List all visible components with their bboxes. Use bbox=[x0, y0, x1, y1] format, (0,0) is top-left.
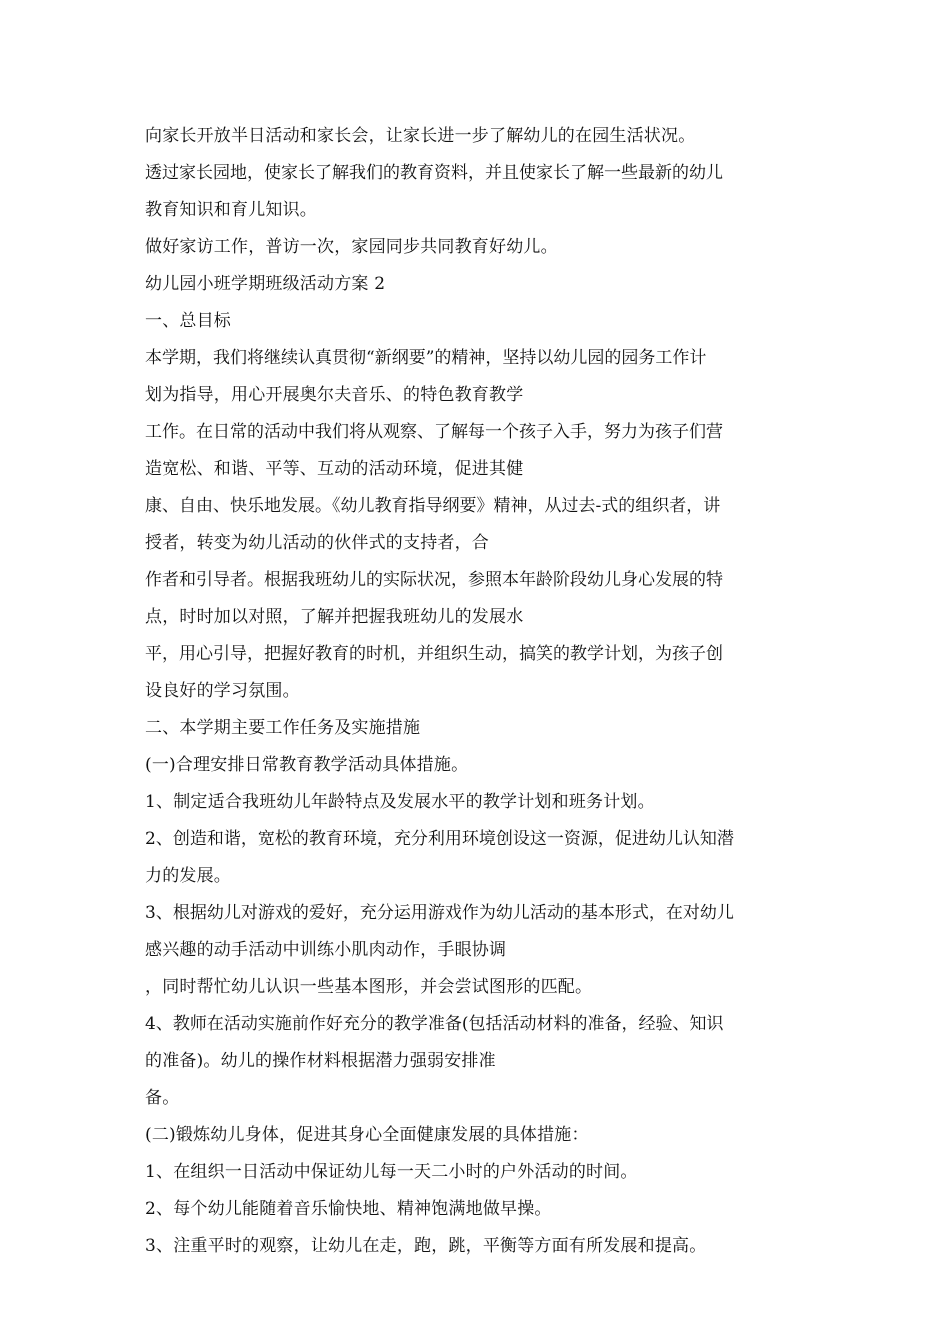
section-heading: 二、本学期主要工作任务及实施措施 bbox=[145, 718, 421, 738]
text-line: 平，用心引导，把握好教育的时机，并组织生动，搞笑的教学计划，为孩子创 bbox=[145, 644, 723, 664]
text-line: 授者，转变为幼儿活动的伙伴式的支持者，合 bbox=[145, 533, 489, 553]
text-line: 的准备)。幼儿的操作材料根据潜力强弱安排准 bbox=[145, 1051, 496, 1071]
section-title: 幼儿园小班学期班级活动方案 2 bbox=[145, 274, 386, 294]
text-line: 设良好的学习氛围。 bbox=[145, 681, 300, 701]
list-item: 3、注重平时的观察，让幼儿在走，跑，跳，平衡等方面有所发展和提高。 bbox=[145, 1236, 707, 1256]
text-line: 透过家长园地，使家长了解我们的教育资料，并且使家长了解一些最新的幼儿 bbox=[145, 163, 723, 183]
text-line: 感兴趣的动手活动中训练小肌肉动作，手眼协调 bbox=[145, 940, 507, 960]
text-line: 康、自由、快乐地发展。《幼儿教育指导纲要》精神，从过去-式的组织者，讲 bbox=[145, 496, 721, 516]
list-item: 2、创造和谐，宽松的教育环境，充分利用环境创设这一资源，促进幼儿认知潜 bbox=[145, 829, 734, 849]
text-line: 本学期，我们将继续认真贯彻“新纲要”的精神，坚持以幼儿园的园务工作计 bbox=[145, 348, 707, 368]
text-line: 造宽松、和谐、平等、互动的活动环境，促进其健 bbox=[145, 459, 524, 479]
section-heading: 一、总目标 bbox=[145, 311, 231, 331]
subsection-heading: (二)锻炼幼儿身体，促进其身心全面健康发展的具体措施： bbox=[145, 1125, 589, 1145]
subsection-heading: (一)合理安排日常教育教学活动具体措施。 bbox=[145, 755, 469, 775]
list-item: 3、根据幼儿对游戏的爱好，充分运用游戏作为幼儿活动的基本形式，在对幼儿 bbox=[145, 903, 734, 923]
text-line: 工作。在日常的活动中我们将从观察、了解每一个孩子入手，努力为孩子们营 bbox=[145, 422, 723, 442]
list-item: 2、每个幼儿能随着音乐愉快地、精神饱满地做早操。 bbox=[145, 1199, 552, 1219]
text-line: 做好家访工作，普访一次，家园同步共同教育好幼儿。 bbox=[145, 237, 558, 257]
text-line: 作者和引导者。根据我班幼儿的实际状况，参照本年龄阶段幼儿身心发展的特 bbox=[145, 570, 723, 590]
text-line: 力的发展。 bbox=[145, 866, 231, 886]
text-line: 备。 bbox=[145, 1088, 180, 1108]
text-line: 向家长开放半日活动和家长会，让家长进一步了解幼儿的在园生活状况。 bbox=[145, 126, 696, 146]
list-item: 4、教师在活动实施前作好充分的教学准备(包括活动材料的准备，经验、知识 bbox=[145, 1014, 724, 1034]
text-line: ，同时帮忙幼儿认识一些基本图形，并会尝试图形的匹配。 bbox=[145, 977, 593, 997]
list-item: 1、在组织一日活动中保证幼儿每一天二小时的户外活动的时间。 bbox=[145, 1162, 638, 1182]
document-body bbox=[145, 118, 810, 1265]
text-line: 教育知识和育儿知识。 bbox=[145, 200, 317, 220]
text-line: 点，时时加以对照，了解并把握我班幼儿的发展水 bbox=[145, 607, 524, 627]
text-line: 划为指导，用心开展奥尔夫音乐、的特色教育教学 bbox=[145, 385, 524, 405]
list-item: 1、制定适合我班幼儿年龄特点及发展水平的教学计划和班务计划。 bbox=[145, 792, 655, 812]
